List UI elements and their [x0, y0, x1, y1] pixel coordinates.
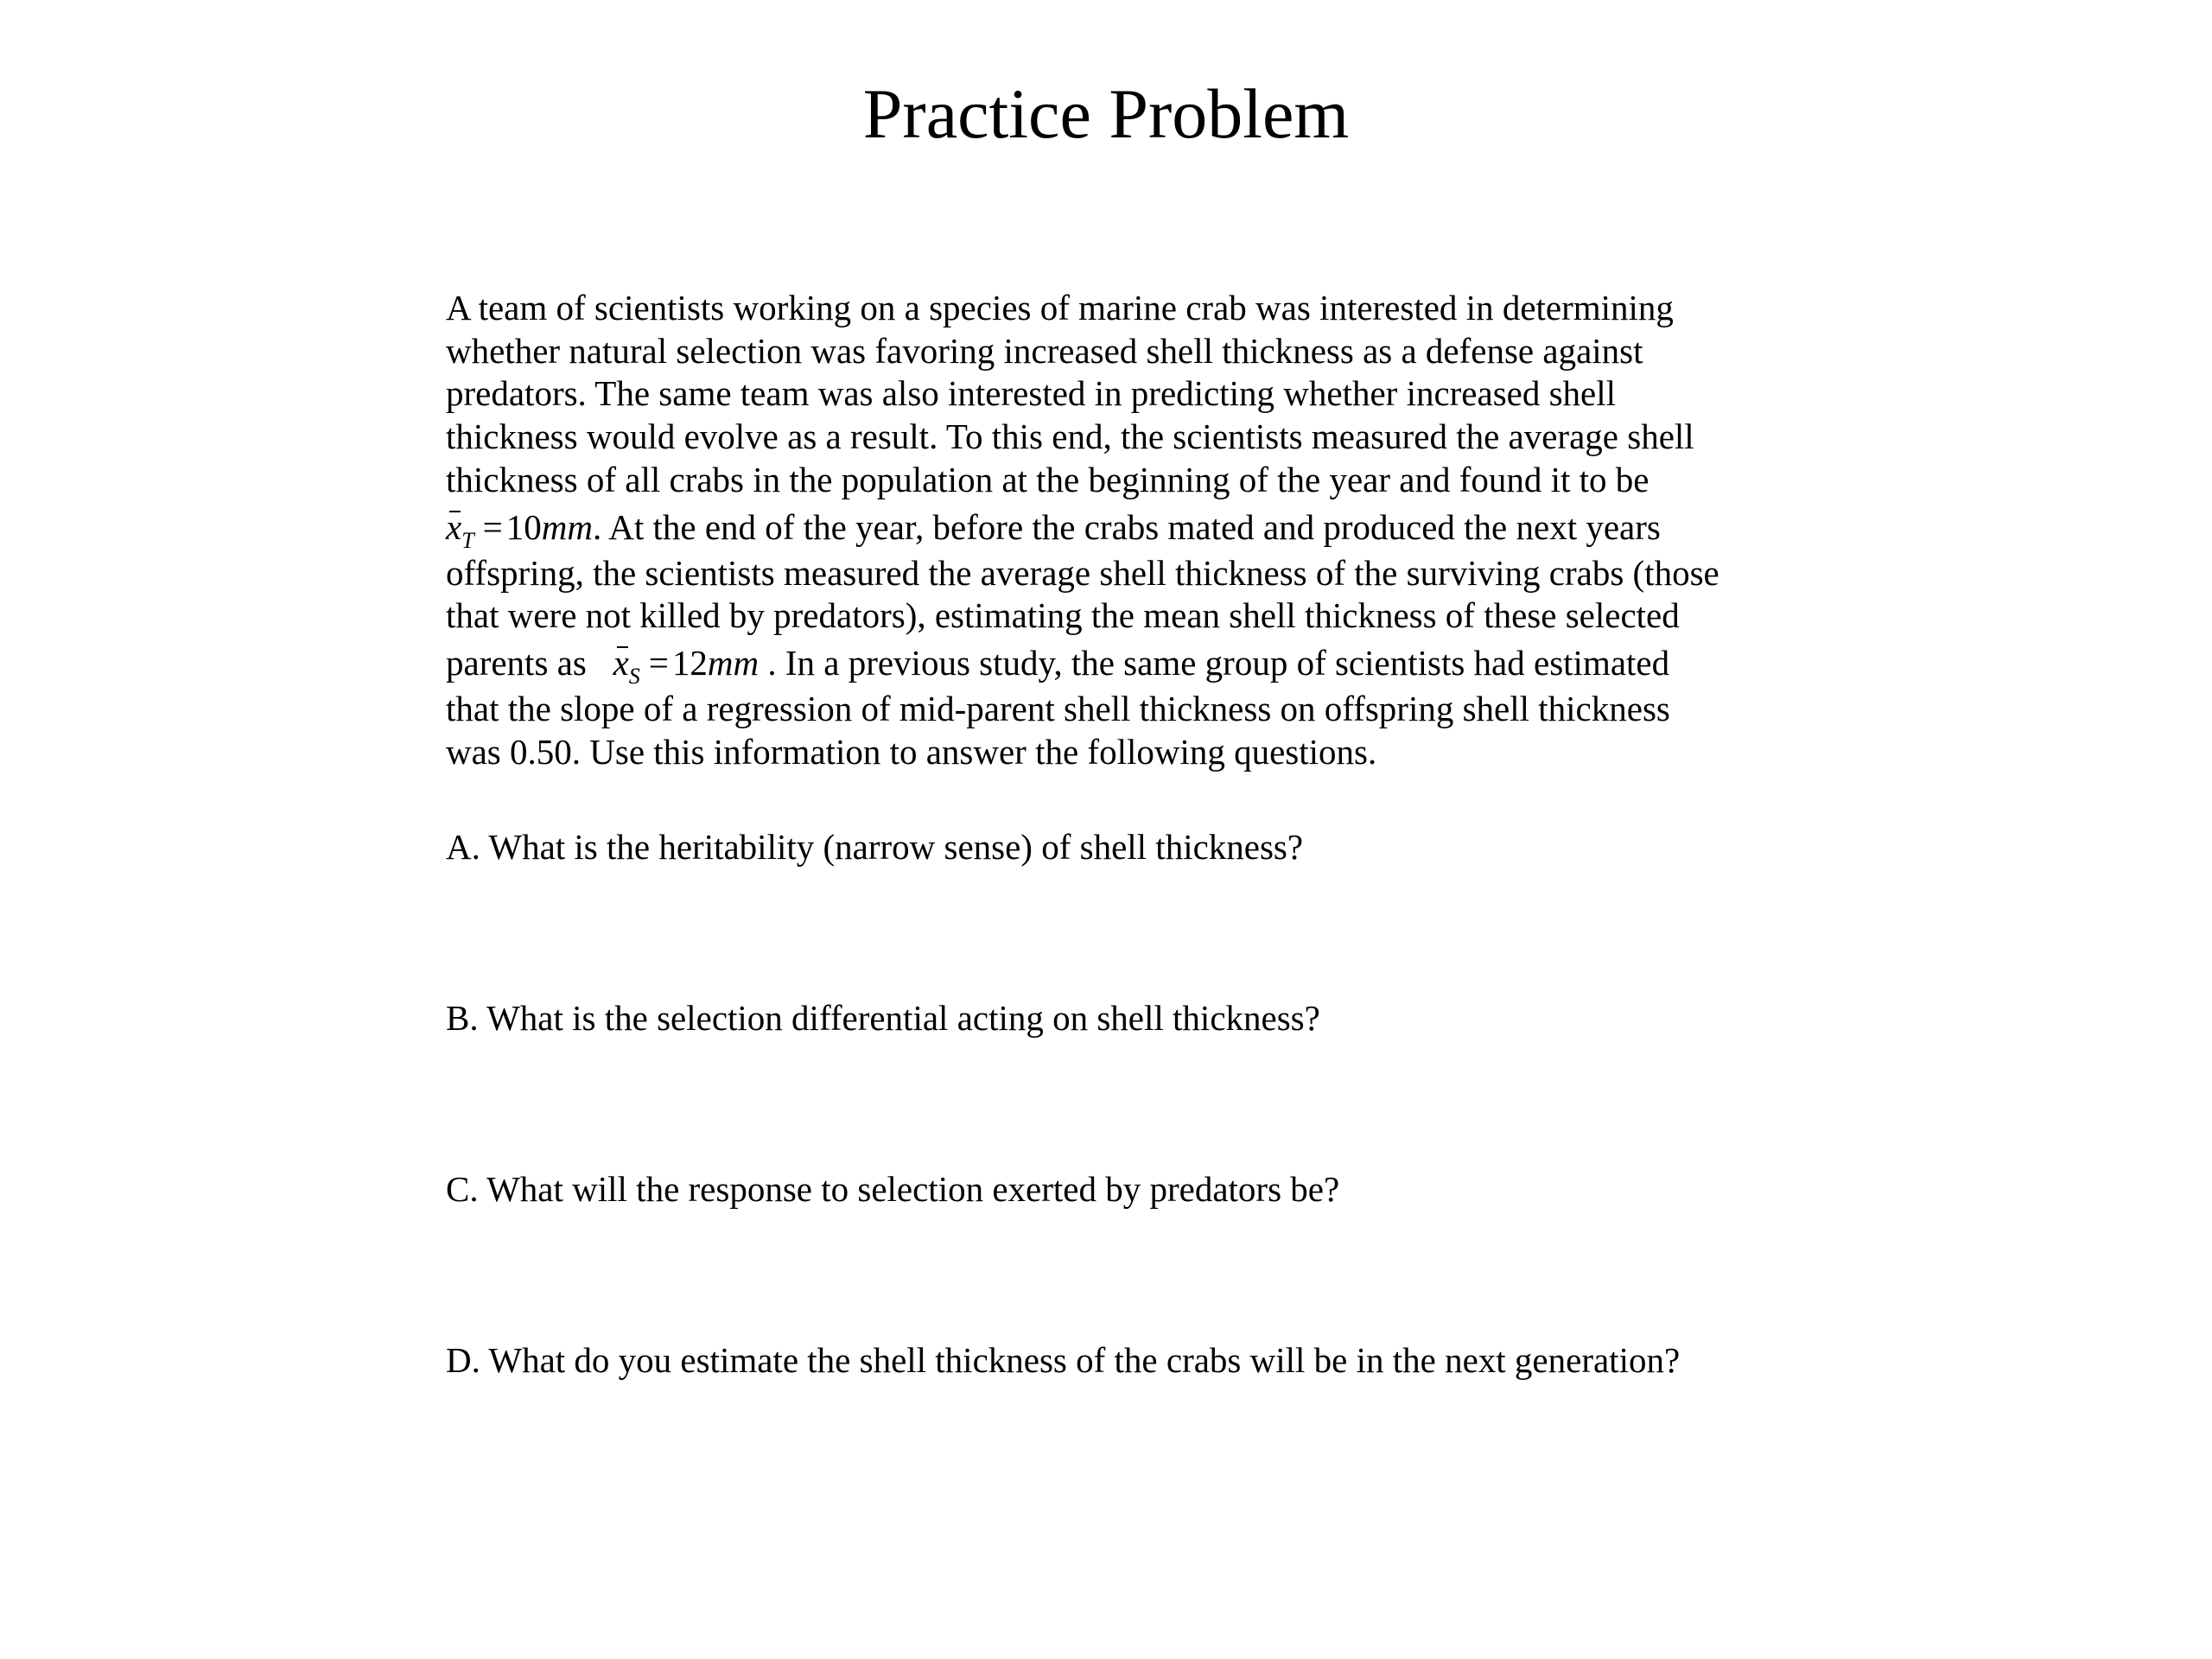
question-d: D. What do you estimate the shell thickness of the crabs will be in the next generation? — [446, 1340, 1681, 1380]
problem-line: was 0.50. Use this information to answer the following questions. — [446, 731, 1377, 772]
problem-line: that were not killed by predators), estimating the mean shell thickness of these selected — [446, 595, 1680, 636]
question-c: C. What will the response to selection exerted by predators be? — [446, 1169, 1340, 1209]
question-a: A. What is the heritability (narrow sense) of shell thickness? — [446, 827, 1304, 867]
unit-mm: mm — [707, 642, 760, 683]
problem-line: predators. The same team was also interested in predicting whether increased shell — [446, 373, 1617, 414]
equals-sign: = — [648, 642, 669, 683]
problem-line-head: parents as — [446, 642, 587, 683]
subscript-s: S — [628, 663, 640, 689]
selected-mean-equation-line — [446, 638, 1828, 688]
problem-line: that the slope of a regression of mid-parent shell thickness on offspring shell thickness — [446, 688, 1670, 728]
equals-sign: = — [482, 506, 503, 547]
selected-mean-value: 12 — [671, 642, 708, 683]
problem-line: thickness would evolve as a result. To this end, the scientists measured the average shell — [446, 416, 1694, 457]
subscript-t: T — [461, 527, 474, 553]
problem-line: A team of scientists working on a species of marine crab was interested in determining — [446, 288, 1674, 327]
problem-line-tail: . At the end of the year, before the crabs mated and produced the next years — [593, 506, 1661, 547]
problem-line: offspring, the scientists measured the average shell thickness of the surviving crabs (those — [446, 552, 1719, 593]
x-bar-symbol: x — [446, 502, 461, 552]
question-b: B. What is the selection differential acting on shell thickness? — [446, 998, 1320, 1038]
unit-mm: mm — [541, 506, 594, 547]
problem-line: thickness of all crabs in the population at the beginning of the year and found it to be — [446, 459, 1649, 499]
problem-statement — [446, 287, 1828, 773]
problem-line-tail: . In a previous study, the same group of scientists had estimated — [759, 642, 1670, 683]
total-mean-equation-line — [446, 502, 1828, 552]
page-title: Practice Problem — [862, 74, 1350, 153]
problem-line: whether natural selection was favoring increased shell thickness as a defense against — [446, 330, 1643, 371]
total-mean-value: 10 — [505, 506, 542, 547]
x-bar-symbol: x — [613, 638, 629, 688]
